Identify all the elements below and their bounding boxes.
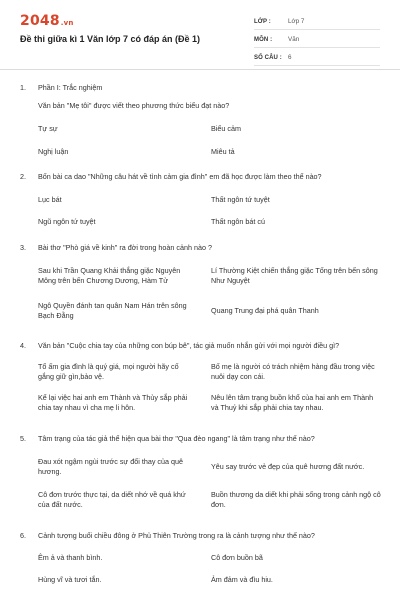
logo-text: 2048 bbox=[20, 13, 60, 29]
answer-option[interactable]: Lục bát bbox=[38, 195, 62, 204]
answer-option[interactable]: Tự sự bbox=[38, 124, 58, 133]
answer-option[interactable]: Ảm đảm và đìu hiu. bbox=[211, 575, 273, 584]
answer-option[interactable]: Cô đơn buồn bã bbox=[211, 553, 263, 562]
question-number: 5. bbox=[20, 434, 26, 443]
info-value: Lớp 7 bbox=[288, 18, 305, 25]
answer-option[interactable]: Bố mẹ là người có trách nhiệm hàng đầu trong việc nuôi dạy con cái. bbox=[211, 362, 375, 381]
info-row-class bbox=[254, 14, 380, 30]
question-text: Tâm trạng của tác giả thể hiện qua bài thơ "Qua đèo ngang" là tâm trạng như thế nào? bbox=[38, 434, 315, 443]
question-1 bbox=[20, 83, 382, 93]
site-logo[interactable] bbox=[20, 13, 74, 31]
question-header bbox=[20, 172, 382, 182]
question-number: 3. bbox=[20, 243, 26, 252]
question-2 bbox=[20, 172, 382, 182]
question-text: Văn bản "Mẹ tôi" được viết theo phương thức biểu đạt nào? bbox=[38, 101, 230, 110]
info-row-subject bbox=[254, 32, 380, 48]
info-row-count bbox=[254, 50, 380, 66]
question-3 bbox=[20, 243, 382, 253]
question-text: Bốn bài ca dao "Những câu hát về tình cảm gia đình" em đã học được làm theo thể nào? bbox=[38, 172, 322, 181]
answer-option[interactable]: Cô đơn trước thực tại, da diết nhớ về quá khứ của đất nước. bbox=[38, 490, 186, 509]
answer-option[interactable]: Yêu say trước vẻ đẹp của quê hương đất nước. bbox=[211, 462, 365, 471]
answer-option[interactable]: Miêu tả bbox=[211, 147, 235, 156]
question-number: 6. bbox=[20, 531, 26, 540]
info-value: Văn bbox=[288, 36, 300, 43]
question-6 bbox=[20, 531, 382, 541]
question-header bbox=[20, 83, 382, 93]
answer-option[interactable]: Đau xót ngậm ngùi trước sự đổi thay của quê hương. bbox=[38, 457, 183, 476]
answer-option[interactable]: Buồn thương da diết khi phải sống trong cảnh ngộ cô đơn. bbox=[211, 490, 381, 509]
answer-option[interactable]: Nêu lên tâm trạng buồn khổ của hai anh em Thành và Thuỷ khi sắp phải chia tay nhau. bbox=[211, 393, 374, 412]
question-text: Bài thơ "Phò giá về kinh" ra đời trong hoàn cảnh nào ? bbox=[38, 243, 212, 252]
question-number: 1. bbox=[20, 83, 26, 92]
answer-option[interactable]: Nghị luận bbox=[38, 147, 69, 156]
answer-option[interactable]: Biểu cảm bbox=[211, 124, 241, 133]
answer-option[interactable]: Kể lại việc hai anh em Thành và Thủy sắp phải chia tay nhau vì cha mẹ li hôn. bbox=[38, 393, 188, 412]
answer-option[interactable]: Tổ ấm gia đình là quý giá, mọi người hãy cố gắng giữ gìn,bảo vệ. bbox=[38, 362, 179, 381]
question-4 bbox=[20, 341, 382, 351]
info-label: LỚP : bbox=[254, 18, 271, 25]
answer-option[interactable]: Ngô Quyền đánh tan quân Nam Hán trên sông Bạch Đằng bbox=[38, 301, 187, 320]
question-number: 4. bbox=[20, 341, 26, 350]
answer-option[interactable]: Quang Trung đại phá quân Thanh bbox=[211, 306, 319, 315]
section-title: Phần I: Trắc nghiệm bbox=[38, 83, 103, 92]
page-header bbox=[0, 0, 400, 68]
info-label: MÔN : bbox=[254, 36, 273, 43]
info-label: SỐ CÂU : bbox=[254, 54, 282, 61]
info-value: 6 bbox=[288, 54, 292, 61]
question-text: Văn bản "Cuộc chia tay của những con búp bê", tác giả muốn nhắn gửi với mọi người điều gì? bbox=[38, 341, 340, 350]
logo-suffix: .vn bbox=[60, 19, 74, 27]
question-5 bbox=[20, 434, 382, 444]
question-text: Cảnh tượng buổi chiều đông ở Phủ Thiên Trường trong ra là cảnh tượng như thế nào? bbox=[38, 531, 315, 540]
question-header bbox=[20, 434, 382, 444]
answer-option[interactable]: Sau khi Trần Quang Khải thắng giặc Nguyên Mông trên bến Chương Dương, Hàm Tử bbox=[38, 266, 181, 285]
answer-option[interactable]: Hùng vĩ và tươi tắn. bbox=[38, 575, 102, 584]
exam-title: Đề thi giữa kì 1 Văn lớp 7 có đáp án (Đề 1) bbox=[20, 34, 200, 44]
answer-option[interactable]: Thất ngôn bát cú bbox=[211, 217, 265, 226]
answer-option[interactable]: Lí Thường Kiệt chiến thắng giặc Tống trên bến sông Như Nguyệt bbox=[211, 266, 378, 285]
question-number: 2. bbox=[20, 172, 26, 181]
question-header bbox=[20, 531, 382, 541]
exam-info-box bbox=[254, 14, 380, 68]
answer-option[interactable]: Thất ngôn tứ tuyệt bbox=[211, 195, 270, 204]
answer-option[interactable]: Ngũ ngôn tứ tuyệt bbox=[38, 217, 96, 226]
answer-option[interactable]: Êm ả và thanh bình. bbox=[38, 553, 103, 562]
question-header bbox=[20, 341, 382, 351]
header-divider bbox=[0, 69, 400, 70]
question-header bbox=[20, 243, 382, 253]
